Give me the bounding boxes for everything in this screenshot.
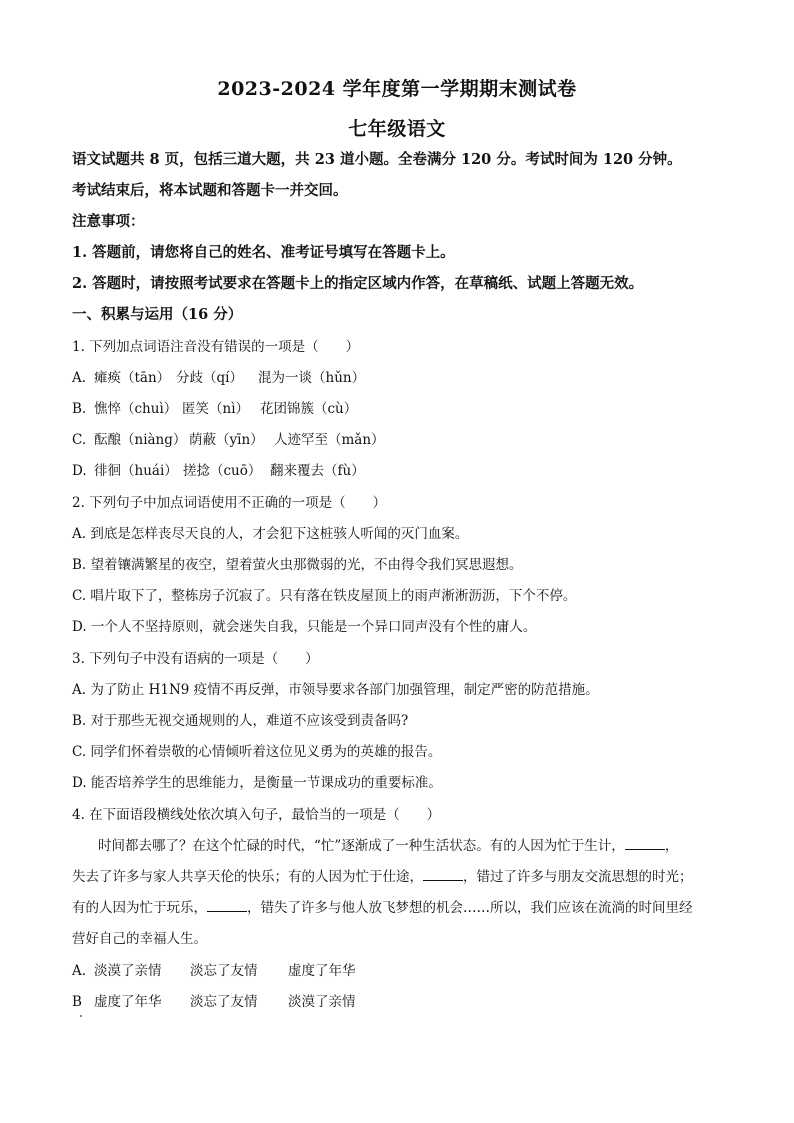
passage-text: ，错过了许多与朋友交流思想的时光； — [463, 869, 693, 885]
option-word: 虚度了年华 — [94, 994, 162, 1010]
stray-dot — [80, 1015, 82, 1017]
notice-item-2: 2. 答题时，请按照考试要求在答题卡上的指定区域内作答，在草稿纸、试题上答题无效。 — [72, 275, 644, 292]
option-word: 淡漠了亲情 — [94, 963, 162, 979]
option-letter: A. — [72, 963, 87, 979]
fill-blank-1 — [625, 837, 665, 850]
q2-option-c: C. 唱片取下了，整栋房子沉寂了。只有落在铁皮屋顶上的雨声淅淅沥沥，下个不停。 — [72, 588, 577, 604]
notice-title: 注意事项： — [72, 213, 145, 230]
option-word: 人迹罕至（mǎn） — [274, 432, 385, 448]
q4-passage-line-2 — [72, 868, 724, 886]
option-word: 匿笑（nì） — [182, 401, 250, 417]
exam-title: 2023-2024 学年度第一学期期末测试卷 — [217, 78, 577, 100]
q4-passage-line-4: 营好自己的幸福人生。 — [72, 931, 207, 947]
q2-option-d: D. 一个人不坚持原则，就会迷失自我，只能是一个异口同声没有个性的庸人。 — [72, 619, 537, 635]
option-word: 花团锦簇（cù） — [260, 401, 358, 417]
option-letter: D. — [72, 463, 87, 479]
q1-stem: 1. 下列加点词语注音没有错误的一项是（ ） — [72, 339, 360, 355]
passage-text: 有的人因为忙于玩乐， — [72, 900, 207, 916]
q3-option-d: D. 能否培养学生的思维能力，是衡量一节课成功的重要标准。 — [72, 775, 442, 791]
q3-option-c: C. 同学们怀着崇敬的心情倾听着这位见义勇为的英雄的报告。 — [72, 744, 442, 760]
q4-passage-line-1 — [98, 837, 724, 855]
option-word: 翻来覆去（fù） — [270, 463, 365, 479]
q2-stem: 2. 下列句子中加点词语使用不正确的一项是（ ） — [72, 495, 387, 511]
option-letter: C. — [72, 432, 87, 448]
passage-text: ，错失了许多与他人放飞梦想的机会……所以，我们应该在流淌的时间里经 — [247, 900, 693, 916]
intro-line-1: 语文试题共 8 页，包括三道大题，共 23 道小题。全卷满分 120 分。考试时间为 120 分钟。 — [72, 151, 682, 168]
option-word: 荫蔽（yīn） — [189, 432, 264, 448]
option-word: 憔悴（chuì） — [94, 401, 178, 417]
fill-blank-2 — [423, 868, 463, 881]
section-1-title: 一、积累与运用（16 分） — [72, 306, 243, 323]
option-letter: A. — [72, 370, 87, 386]
option-word: 徘徊（huái） — [94, 463, 178, 479]
intro-line-2: 考试结束后，将本试题和答题卡一并交回。 — [72, 182, 348, 199]
q3-option-a: A. 为了防止 H1N9 疫情不再反弹，市领导要求各部门加强管理，制定严密的防范措施。 — [72, 682, 599, 698]
passage-text: 时间都去哪了？在这个忙碌的时代，“忙”逐渐成了一种生活状态。有的人因为忙于生计， — [98, 838, 625, 854]
option-word: 分歧（qí） — [176, 370, 243, 386]
passage-text: 失去了许多与家人共享天伦的快乐；有的人因为忙于仕途， — [72, 869, 423, 885]
q3-stem: 3. 下列句子中没有语病的一项是（ ） — [72, 651, 319, 667]
q4-stem: 4. 在下面语段横线处依次填入句子，最恰当的一项是（ ） — [72, 807, 441, 823]
option-word: 瘫痪（tān） — [94, 370, 171, 386]
passage-comma: ， — [664, 838, 679, 854]
q4-passage-line-3 — [72, 899, 724, 917]
q2-option-a: A. 到底是怎样丧尽天良的人，才会犯下这桩骇人听闻的灭门血案。 — [72, 526, 469, 542]
q3-option-b: B. 对于那些无视交通规则的人，难道不应该受到责备吗? — [72, 713, 409, 729]
exam-subtitle: 七年级语文 — [348, 118, 446, 140]
option-word: 搓捻（cuō） — [183, 463, 262, 479]
option-word: 虚度了年华 — [288, 963, 356, 979]
notice-item-1: 1. 答题前，请您将自己的姓名、准考证号填写在答题卡上。 — [72, 244, 455, 261]
option-word: 淡漠了亲情 — [288, 994, 356, 1010]
option-word: 淡忘了友情 — [190, 994, 258, 1010]
q2-option-b: B. 望着镶满繁星的夜空，望着萤火虫那微弱的光，不由得令我们冥思遐想。 — [72, 557, 523, 573]
option-letter: B — [72, 994, 82, 1010]
option-letter: B. — [72, 401, 87, 417]
option-word: 酝酿（niàng） — [94, 432, 187, 448]
option-word: 淡忘了友情 — [190, 963, 258, 979]
fill-blank-3 — [207, 899, 247, 912]
option-word: 混为一谈（hǔn） — [258, 370, 366, 386]
